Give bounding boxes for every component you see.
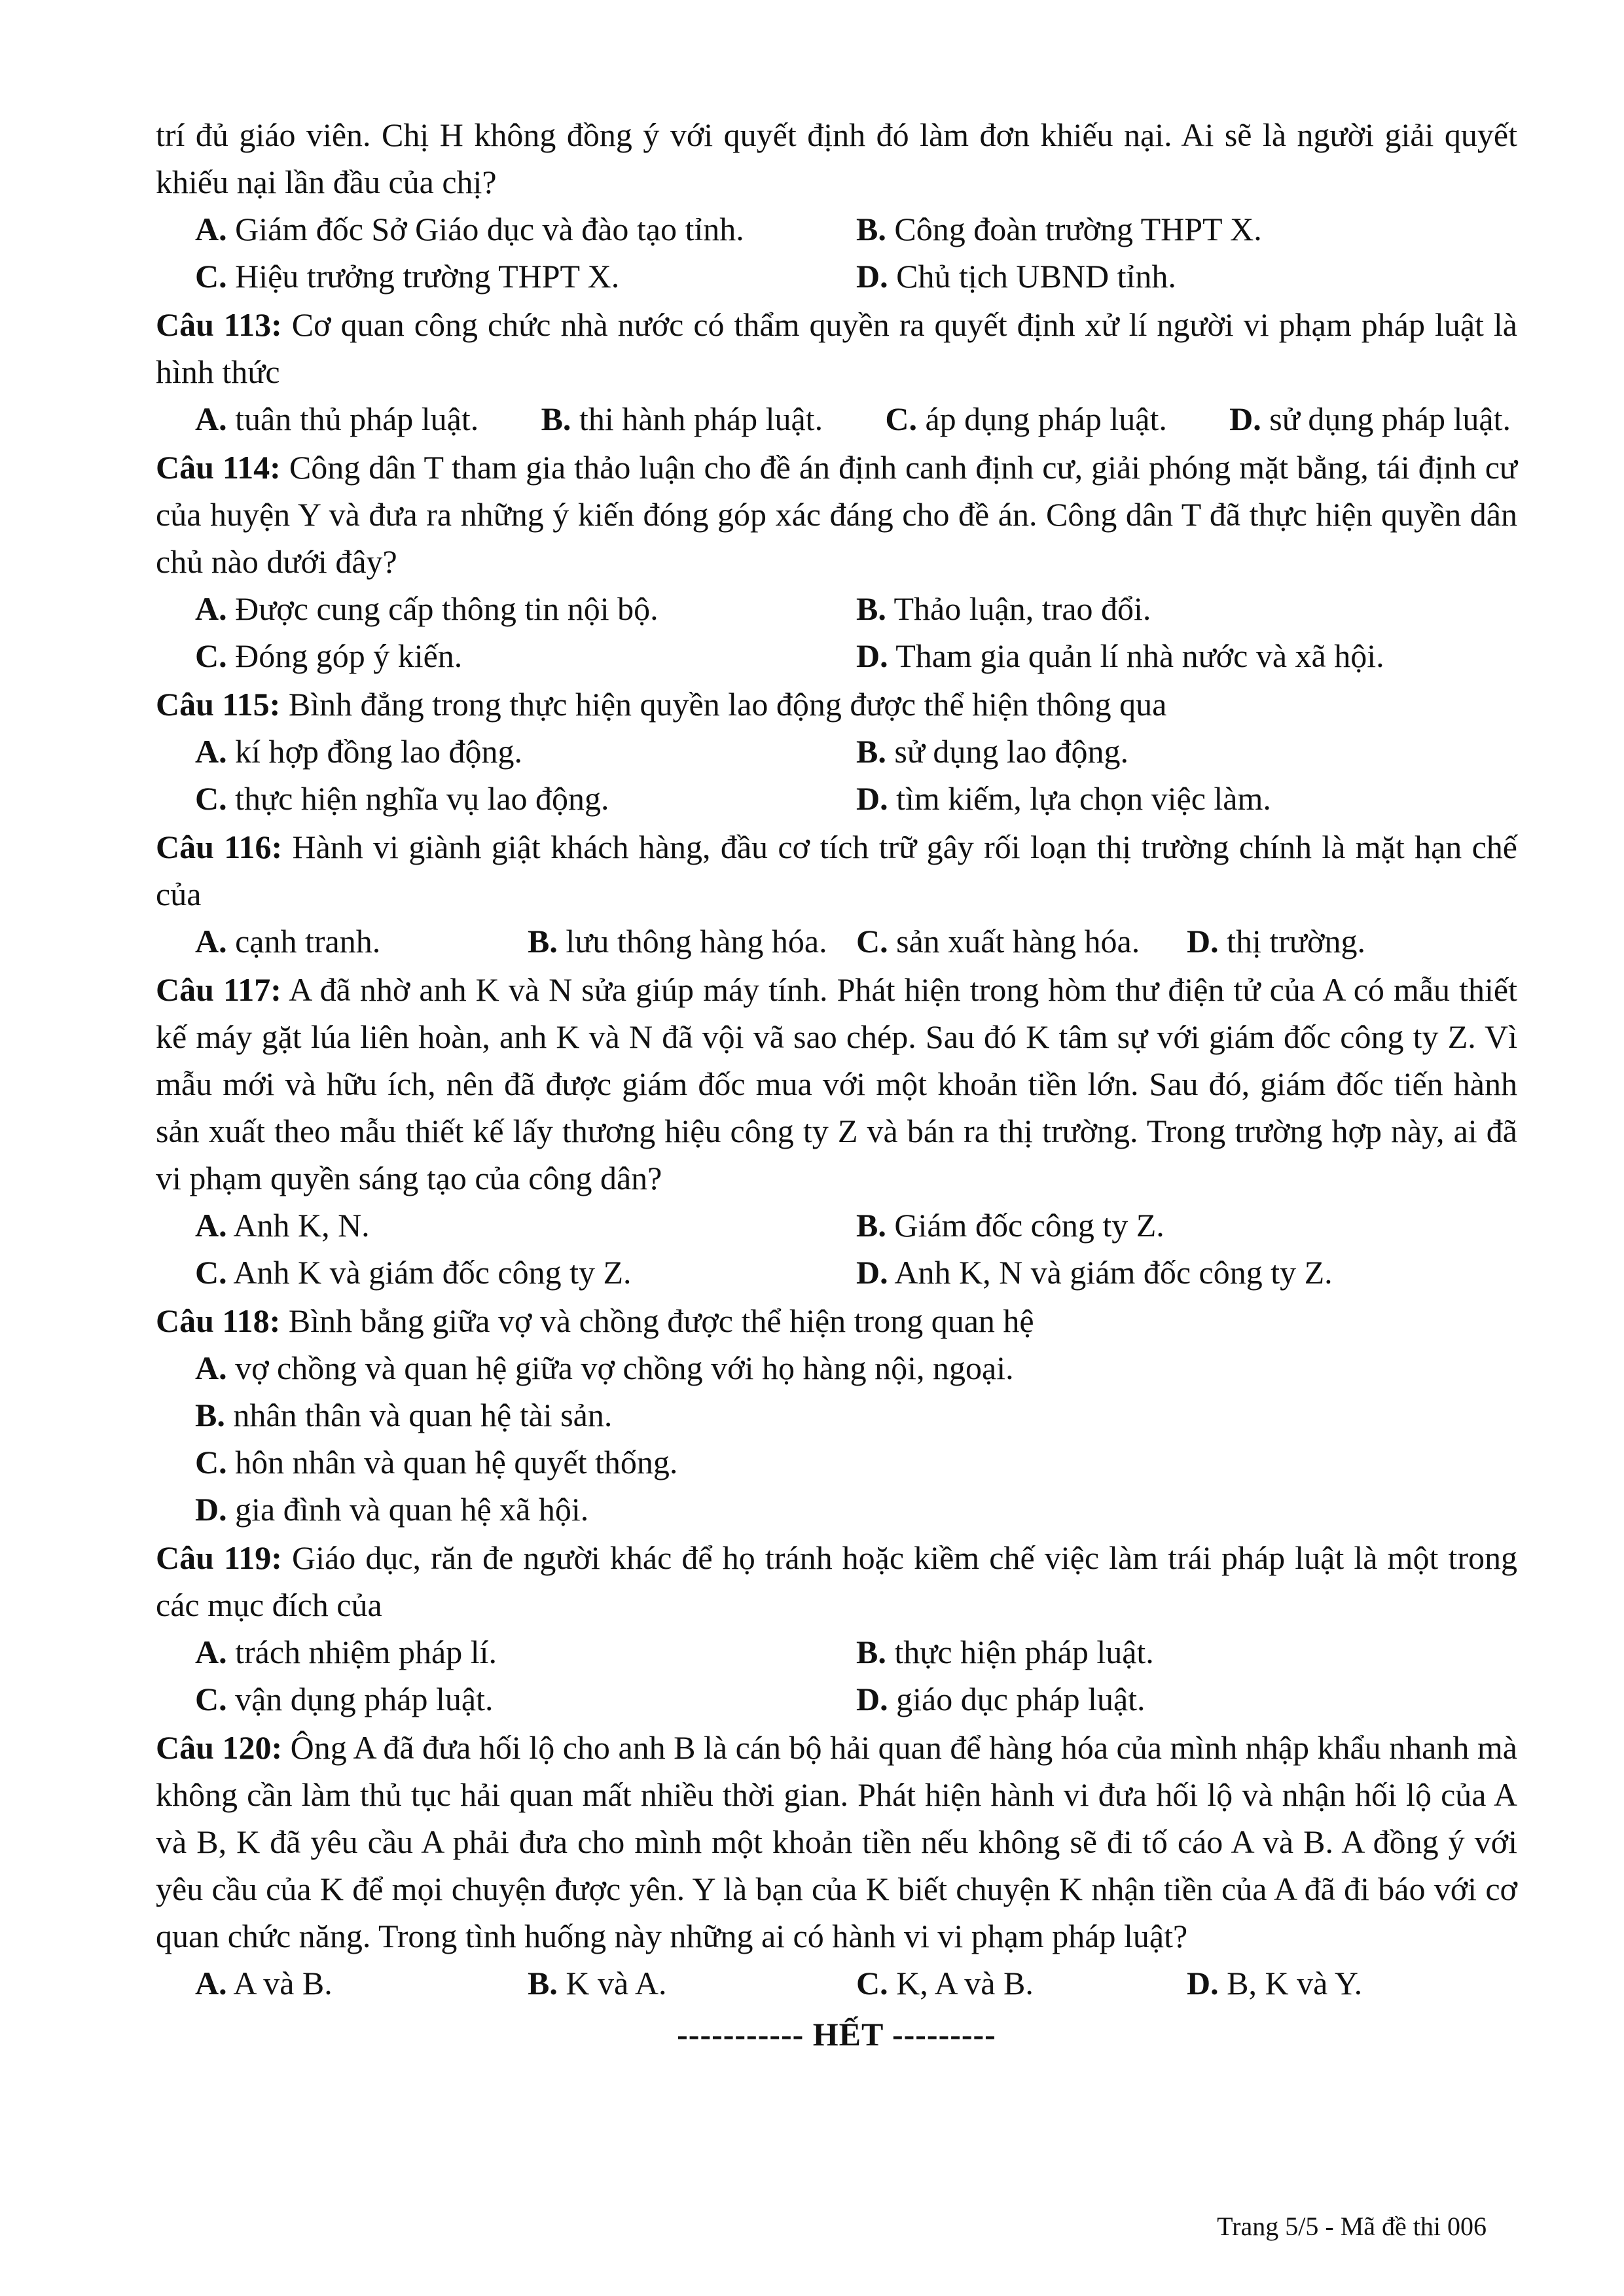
option-a: A. Giám đốc Sở Giáo dục và đào tạo tỉnh. (195, 211, 744, 247)
exam-page (156, 110, 1517, 2058)
option-b: B. thực hiện pháp luật. (856, 1634, 1154, 1670)
option-d: D. gia đình và quan hệ xã hội. (195, 1491, 589, 1528)
option-b: B. K và A. (528, 1965, 667, 2001)
question-113 (156, 301, 1517, 442)
page-footer: Trang 5/5 - Mã đề thi 006 (1217, 2212, 1487, 2241)
option-b: B. lưu thông hàng hóa. (528, 923, 827, 960)
question-118 (156, 1297, 1517, 1533)
option-a: A. A và B. (195, 1965, 333, 2001)
question-stem: trí đủ giáo viên. Chị H không đồng ý với quyết định đó làm đơn khiếu nại. Ai sẽ là người giải quyết khiếu nại lần đầu của chị? (156, 117, 1517, 200)
question-112-continuation (156, 111, 1517, 300)
option-b: B. Công đoàn trường THPT X. (856, 211, 1262, 247)
option-b: B. nhân thân và quan hệ tài sản. (195, 1397, 613, 1433)
question-stem: Câu 116: Hành vi giành giật khách hàng, đầu cơ tích trữ gây rối loạn thị trường chính là mặt hạn chế của (156, 829, 1517, 912)
option-b: B. Thảo luận, trao đổi. (856, 590, 1151, 627)
option-d: D. thị trường. (1187, 923, 1365, 960)
question-stem: Câu 114: Công dân T tham gia thảo luận cho đề án định canh định cư, giải phóng mặt bằng, tái định cư của huyện Y và đưa ra những ý kiến đóng góp xác đáng cho đề án. Công dân T đã thực hiện quyền dân chủ nào dưới đây? (156, 449, 1517, 580)
option-a: A. tuân thủ pháp luật. (195, 401, 479, 437)
option-d: D. Chủ tịch UBND tỉnh. (856, 258, 1176, 295)
question-stem: Câu 113: Cơ quan công chức nhà nước có thẩm quyền ra quyết định xử lí người vi phạm pháp luật là hình thức (156, 306, 1517, 390)
option-d: D. Tham gia quản lí nhà nước và xã hội. (856, 637, 1384, 674)
options (156, 1960, 1517, 2007)
option-d: D. tìm kiếm, lựa chọn việc làm. (856, 780, 1271, 817)
options (156, 728, 1517, 822)
option-a: A. Anh K, N. (195, 1207, 370, 1244)
option-a: A. kí hợp đồng lao động. (195, 733, 523, 770)
option-d: D. sử dụng pháp luật. (1229, 401, 1511, 437)
option-c: C. vận dụng pháp luật. (195, 1681, 494, 1717)
option-c: C. sản xuất hàng hóa. (856, 923, 1140, 960)
options (156, 1202, 1517, 1296)
option-d: D. B, K và Y. (1187, 1965, 1363, 2001)
options (156, 206, 1517, 300)
option-a: A. trách nhiệm pháp lí. (195, 1634, 497, 1670)
question-stem: Câu 115: Bình đẳng trong thực hiện quyền lao động được thể hiện thông qua (156, 686, 1167, 723)
question-stem: Câu 118: Bình bẳng giữa vợ và chồng được thể hiện trong quan hệ (156, 1302, 1034, 1339)
option-c: C. K, A và B. (856, 1965, 1034, 2001)
option-b: B. sử dụng lao động. (856, 733, 1129, 770)
option-b: B. thi hành pháp luật. (541, 401, 823, 437)
question-stem: Câu 119: Giáo dục, răn đe người khác để họ tránh hoặc kiềm chế việc làm trái pháp luật là một trong các mục đích của (156, 1539, 1517, 1623)
option-a: A. vợ chồng và quan hệ giữa vợ chồng với họ hàng nội, ngoại. (195, 1350, 1014, 1386)
question-120 (156, 1724, 1517, 2007)
options (156, 918, 1517, 965)
option-c: C. thực hiện nghĩa vụ lao động. (195, 780, 609, 817)
options (156, 585, 1517, 679)
option-d: D. giáo dục pháp luật. (856, 1681, 1146, 1717)
question-stem: Câu 120: Ông A đã đưa hối lộ cho anh B là cán bộ hải quan để hàng hóa của mình nhập khẩu nhanh mà không cần làm thủ tục hải quan mất nhiều thời gian. Phát hiện hành vi đưa hối lộ và nhận hối lộ của A và B, K đã yêu cầu A phải đưa cho mình một khoản tiền nếu không sẽ đi tố cáo A và B. A đồng ý với yêu cầu của K để mọi chuyện được yên. Y là bạn của K biết chuyện K nhận tiền của A đã đi báo với cơ quan chức năng. Trong tình huống này những ai có hành vi vi phạm pháp luật? (156, 1729, 1517, 1954)
question-114 (156, 444, 1517, 679)
option-d: D. Anh K, N và giám đốc công ty Z. (856, 1254, 1333, 1291)
question-116 (156, 823, 1517, 965)
options (156, 1344, 1517, 1533)
question-117 (156, 966, 1517, 1296)
option-c: C. áp dụng pháp luật. (885, 401, 1167, 437)
option-a: A. cạnh tranh. (195, 923, 381, 960)
option-c: C. hôn nhân và quan hệ quyết thống. (195, 1444, 678, 1480)
options (156, 1628, 1517, 1723)
option-c: C. Anh K và giám đốc công ty Z. (195, 1254, 632, 1291)
question-119 (156, 1534, 1517, 1723)
question-115 (156, 681, 1517, 822)
question-stem: Câu 117: A đã nhờ anh K và N sửa giúp máy tính. Phát hiện trong hòm thư điện tử của A có mẫu thiết kế máy gặt lúa liên hoàn, anh K và N đã vội vã sao chép. Sau đó K tâm sự với giám đốc công ty Z. Vì mẫu mới và hữu ích, nên đã được giám đốc mua với một khoản tiền lớn. Sau đó, giám đốc tiến hành sản xuất theo mẫu thiết kế lấy thương hiệu công ty Z và bán ra thị trường. Trong trường hợp này, ai đã vi phạm quyền sáng tạo của công dân? (156, 971, 1517, 1196)
end-marker: ----------- HẾT --------- (677, 2016, 996, 2053)
option-c: C. Đóng góp ý kiến. (195, 637, 463, 674)
option-a: A. Được cung cấp thông tin nội bộ. (195, 590, 659, 627)
option-c: C. Hiệu trưởng trường THPT X. (195, 258, 620, 295)
options (156, 395, 1517, 442)
option-b: B. Giám đốc công ty Z. (856, 1207, 1164, 1244)
